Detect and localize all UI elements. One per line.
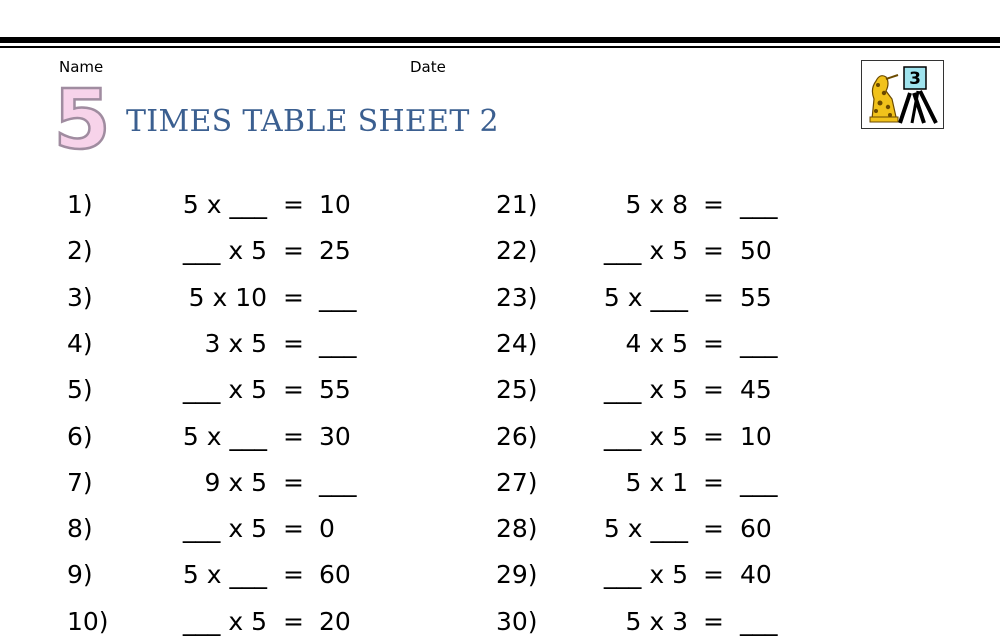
giraffe-easel-icon (862, 61, 943, 128)
problem-answer: ___ (319, 282, 357, 312)
problem-number: 10) (67, 606, 109, 636)
problem-expression: 9 x 5 (204, 467, 267, 497)
page-title: TIMES TABLE SHEET 2 (126, 104, 499, 139)
equals-sign: = (283, 606, 304, 636)
equals-sign: = (283, 328, 304, 358)
problem-answer: 10 (319, 190, 351, 219)
date-label: Date (410, 58, 446, 76)
problem-answer: ___ (319, 467, 357, 497)
equals-sign: = (283, 421, 304, 451)
problem-answer: ___ (319, 328, 357, 358)
problem-expression: 4 x 5 (625, 328, 688, 358)
equals-sign: = (703, 190, 724, 219)
problem-answer: 45 (740, 375, 772, 405)
problem-expression: 5 x 8 (625, 190, 688, 219)
problem-number: 26) (496, 421, 538, 451)
problem-expression: 5 x ___ (182, 421, 267, 451)
problem-expression: ___ x 5 (182, 375, 267, 405)
problem-number: 29) (496, 560, 538, 590)
equals-sign: = (283, 560, 304, 590)
equals-sign: = (283, 467, 304, 497)
problem-number: 25) (496, 375, 538, 405)
big-number-glyph: 5 (53, 80, 111, 156)
problem-row (0, 463, 1000, 503)
problem-number: 28) (496, 514, 538, 544)
logo-badge: 3 (909, 69, 921, 89)
problem-row (0, 417, 1000, 457)
problem-expression: ___ x 5 (603, 560, 688, 590)
problem-answer: 0 (319, 514, 335, 544)
problem-answer: 25 (319, 236, 351, 266)
problem-row (0, 509, 1000, 549)
equals-sign: = (283, 514, 304, 544)
equals-sign: = (283, 375, 304, 405)
problem-row (0, 602, 1000, 642)
problem-answer: 60 (740, 514, 772, 544)
equals-sign: = (703, 606, 724, 636)
problem-expression: ___ x 5 (603, 375, 688, 405)
problem-number: 23) (496, 282, 538, 312)
problem-number: 4) (67, 328, 93, 358)
problem-row (0, 278, 1000, 318)
equals-sign: = (703, 236, 724, 266)
problem-expression: 3 x 5 (204, 328, 267, 358)
problem-answer: 55 (740, 282, 772, 312)
problem-number: 6) (67, 421, 93, 451)
problem-number: 9) (67, 560, 93, 590)
problem-expression: ___ x 5 (603, 236, 688, 266)
problem-answer: 55 (319, 375, 351, 405)
problem-answer: 50 (740, 236, 772, 266)
problem-expression: 5 x 10 (188, 282, 267, 312)
problem-answer: 20 (319, 606, 351, 636)
problem-row (0, 324, 1000, 364)
problem-number: 24) (496, 328, 538, 358)
equals-sign: = (703, 328, 724, 358)
problem-expression: ___ x 5 (603, 421, 688, 451)
problem-answer: 10 (740, 421, 772, 451)
problem-expression: 5 x 1 (625, 467, 688, 497)
problem-answer: 60 (319, 560, 351, 590)
problem-answer: ___ (740, 190, 778, 219)
problem-expression: 5 x ___ (182, 560, 267, 590)
equals-sign: = (703, 282, 724, 312)
problem-number: 22) (496, 236, 538, 266)
problem-expression: 5 x ___ (603, 282, 688, 312)
problem-number: 3) (67, 282, 93, 312)
problem-number: 5) (67, 375, 93, 405)
problem-number: 8) (67, 514, 93, 544)
problem-expression: ___ x 5 (182, 606, 267, 636)
problem-answer: ___ (740, 467, 778, 497)
equals-sign: = (703, 421, 724, 451)
problem-expression: 5 x 3 (625, 606, 688, 636)
problem-number: 2) (67, 236, 93, 266)
equals-sign: = (283, 236, 304, 266)
equals-sign: = (283, 190, 304, 219)
problem-answer: ___ (740, 328, 778, 358)
problem-row (0, 555, 1000, 595)
site-logo (861, 60, 944, 129)
problem-row (0, 231, 1000, 271)
problem-number: 30) (496, 606, 538, 636)
problem-expression: 5 x ___ (603, 514, 688, 544)
problem-number: 1) (67, 190, 93, 219)
problem-number: 21) (496, 190, 538, 219)
name-label: Name (59, 58, 104, 76)
equals-sign: = (283, 282, 304, 312)
problem-answer: ___ (740, 606, 778, 636)
big-number (52, 80, 112, 160)
equals-sign: = (703, 467, 724, 497)
header-rule-thin (0, 46, 1000, 48)
problem-number: 7) (67, 467, 93, 497)
equals-sign: = (703, 560, 724, 590)
problem-expression: ___ x 5 (182, 236, 267, 266)
problem-expression: ___ x 5 (182, 514, 267, 544)
equals-sign: = (703, 375, 724, 405)
problem-answer: 30 (319, 421, 351, 451)
problem-row (0, 185, 1000, 225)
problem-row (0, 370, 1000, 410)
equals-sign: = (703, 514, 724, 544)
problem-answer: 40 (740, 560, 772, 590)
problem-number: 27) (496, 467, 538, 497)
problem-expression: 5 x ___ (182, 190, 267, 219)
header-rule-thick (0, 37, 1000, 43)
